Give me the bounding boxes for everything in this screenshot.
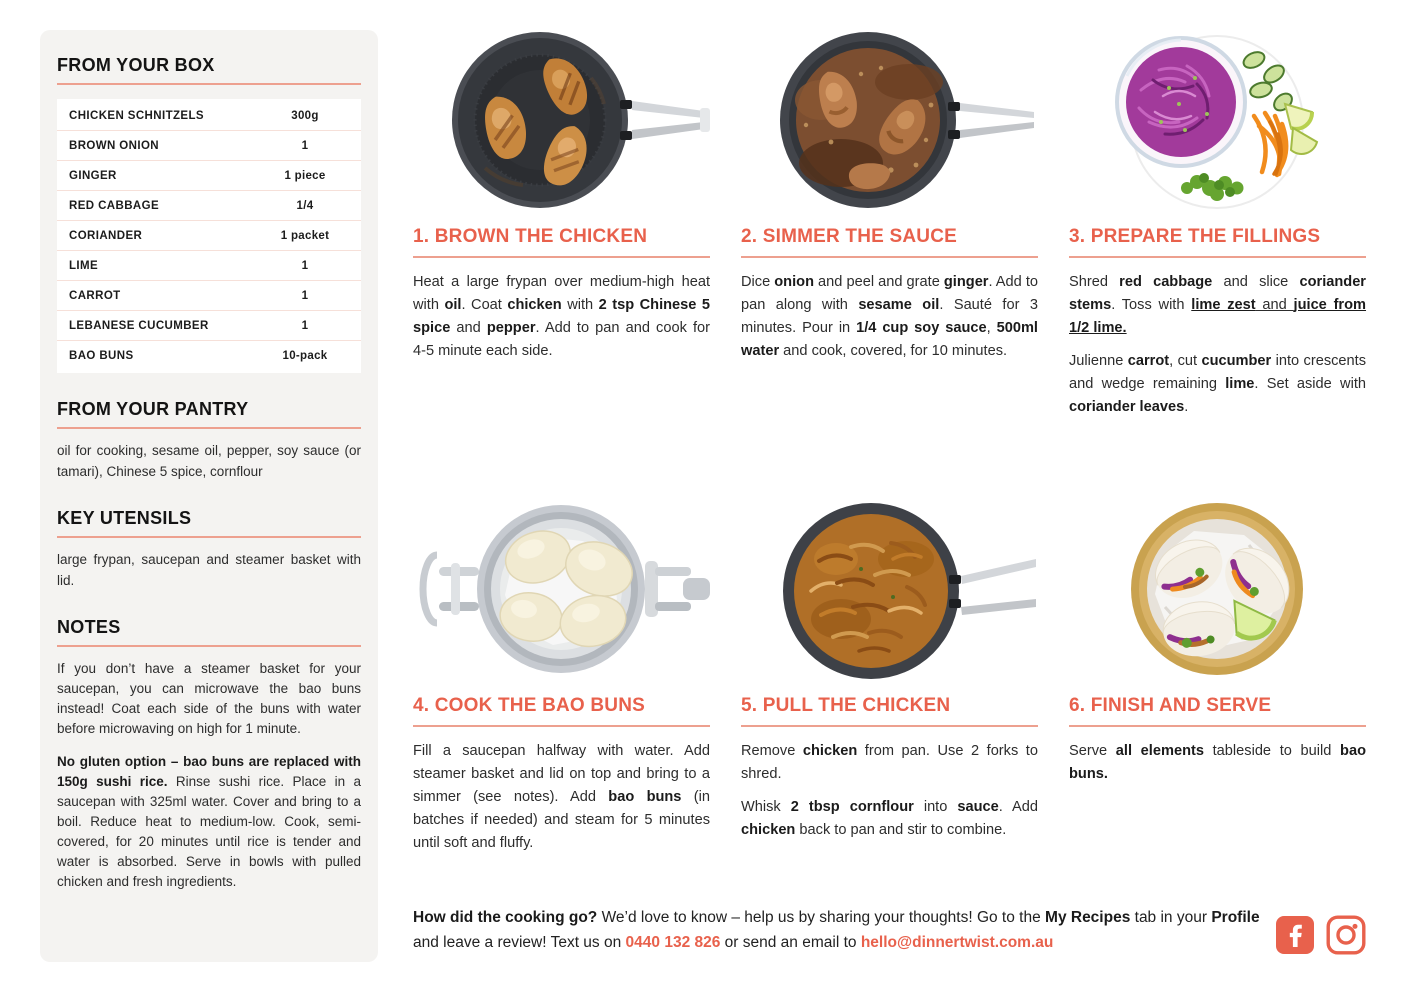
ingredient-row (57, 311, 361, 341)
text-segment: My Recipes (1045, 909, 1131, 926)
text-segment: Whisk (741, 798, 791, 815)
ingredient-row (57, 251, 361, 281)
text-segment: Fill a saucepan halfway with water. Add steamer basket and lid on top and bring to a simmer (see notes). Add (413, 742, 710, 805)
text-segment: oil (444, 296, 462, 313)
text-segment: Remove (741, 742, 803, 759)
ingredient-name: BAO BUNS (69, 350, 134, 362)
paragraph (1069, 271, 1366, 340)
step-4-title: 4. COOK THE BAO BUNS (413, 694, 646, 716)
text-segment: 0440 132 826 (625, 933, 725, 951)
ingredient-qty: 1 (301, 259, 309, 272)
photo-bao-buns-steamer (413, 499, 710, 679)
step-divider (741, 256, 1038, 258)
text-segment: . Set aside with (1254, 375, 1366, 392)
ingredients-table (57, 99, 361, 373)
text-segment: Julienne (1069, 352, 1128, 369)
text-segment: bao buns. (1069, 742, 1366, 782)
text-segment: Profile (1211, 909, 1260, 926)
ingredient-qty: 1 (301, 319, 309, 332)
text-segment: . Add to pan along with (741, 273, 1039, 313)
step-6-title: 6. FINISH AND SERVE (1069, 694, 1272, 716)
text-segment: and (450, 319, 487, 336)
text-segment: cucumber (1201, 352, 1272, 369)
text-segment: 2 tsp Chinese 5 spice (413, 296, 711, 336)
text-segment: ginger (943, 273, 989, 290)
simmering-sauce-illustration (741, 30, 1038, 210)
text-segment: with (561, 296, 599, 313)
ingredient-row (57, 281, 361, 311)
ingredient-qty: 10-pack (282, 350, 328, 362)
ingredient-row (57, 221, 361, 251)
paragraph (413, 271, 710, 363)
steps-grid (413, 30, 1366, 865)
photo-prepared-fillings (1069, 30, 1366, 210)
ingredient-qty: 1 (301, 139, 309, 152)
social-icons (1275, 915, 1366, 955)
step-1-title: 1. BROWN THE CHICKEN (413, 226, 648, 247)
step-3-instructions (1069, 271, 1366, 419)
ingredient-name: GINGER (69, 169, 117, 182)
text-segment: . Add (998, 798, 1039, 815)
text-segment: . (1184, 398, 1189, 415)
step-1-instructions (413, 271, 710, 363)
paragraph (741, 796, 1038, 842)
text-segment: , cut (1169, 352, 1202, 369)
text-segment: (in batches if needed) and steam for 5 minutes until soft and fluffy. (413, 788, 710, 851)
paragraph (57, 659, 361, 739)
utensils-text: large frypan, saucepan and steamer basket with lid. (57, 552, 361, 588)
text-segment: Heat a large frypan over medium-high heat with (413, 273, 710, 313)
text-segment: pepper (486, 319, 536, 336)
text-segment: Serve (1069, 742, 1116, 759)
text-segment: tableside to build (1203, 742, 1341, 759)
ingredient-row (57, 341, 361, 371)
step-3-title: 3. PREPARE THE FILLINGS (1069, 226, 1321, 247)
text-segment: juice from 1/2 lime. (1069, 296, 1367, 336)
text-segment: bao buns (608, 788, 682, 805)
step-divider (413, 725, 710, 727)
step-5-instructions (741, 740, 1038, 842)
text-segment: and slice (1212, 273, 1300, 290)
step-2-title: 2. SIMMER THE SAUCE (741, 226, 957, 247)
footer (413, 906, 1366, 955)
key-utensils-title: KEY UTENSILS (57, 508, 192, 529)
ingredient-row (57, 191, 361, 221)
text-segment: Dice (741, 273, 775, 290)
step-4-instructions (413, 740, 710, 855)
text-segment: lime (1225, 375, 1255, 392)
text-segment: sauce (957, 798, 999, 815)
photo-simmering-sauce (741, 30, 1038, 210)
bao-buns-steamer-illustration (413, 499, 710, 679)
ingredient-row (57, 101, 361, 131)
ingredient-name: BROWN ONION (69, 139, 160, 152)
step-divider (413, 256, 710, 258)
step-5-title: 5. PULL THE CHICKEN (741, 694, 951, 716)
facebook-icon[interactable] (1275, 915, 1315, 955)
step-6-instructions (1069, 740, 1366, 786)
text-segment: into (913, 798, 958, 815)
text-segment: 500ml water (741, 319, 1038, 359)
ingredient-row (57, 131, 361, 161)
section-divider (57, 645, 361, 647)
text-segment: chicken (802, 742, 858, 759)
photo-pulled-chicken (741, 499, 1038, 679)
ingredient-qty: 1 piece (284, 169, 326, 182)
ingredient-row (57, 161, 361, 191)
step-divider (741, 725, 1038, 727)
sidebar (40, 30, 378, 962)
text-segment: onion (774, 273, 814, 290)
from-your-box-section (57, 55, 361, 373)
ingredient-name: RED CABBAGE (69, 199, 160, 212)
paragraph (413, 906, 1271, 955)
text-segment: tab in your (1130, 909, 1212, 926)
step-5 (741, 499, 1038, 865)
paragraph (741, 740, 1038, 786)
ingredient-name: CHICKEN SCHNITZELS (69, 109, 204, 122)
paragraph (741, 271, 1038, 363)
instagram-icon[interactable] (1326, 915, 1366, 955)
text-segment: Shred (1069, 273, 1120, 290)
text-segment: sesame oil (858, 296, 940, 313)
paragraph (413, 740, 710, 855)
from-your-box-title: FROM YOUR BOX (57, 55, 215, 75)
text-segment: and cook, covered, for 10 minutes. (779, 342, 1008, 359)
text-segment: chicken (741, 821, 796, 838)
step-2 (741, 30, 1038, 429)
text-segment: into crescents and wedge remaining (1069, 352, 1366, 392)
ingredient-name: LIME (69, 259, 99, 272)
text-segment: 1/4 cup soy sauce (856, 319, 987, 336)
ingredient-qty: 1/4 (296, 199, 314, 212)
ingredient-qty: 1 (301, 289, 309, 302)
text-segment: . Sauté for 3 minutes. Pour in (741, 296, 1038, 336)
text-segment: lime zest (1191, 296, 1256, 313)
notes-text (57, 659, 361, 892)
browned-chicken-illustration (413, 30, 710, 210)
text-segment: all elements (1115, 742, 1204, 759)
section-divider (57, 83, 361, 85)
text-segment: coriander stems (1069, 273, 1366, 313)
text-segment: back to pan and stir to combine. (795, 821, 1007, 838)
notes-title: NOTES (57, 617, 121, 638)
paragraph (1069, 740, 1366, 786)
text-segment: . Coat (461, 296, 508, 313)
ingredient-name: CORIANDER (69, 229, 143, 242)
notes-section (57, 617, 361, 892)
ingredient-qty: 300g (291, 109, 319, 122)
key-utensils-section (57, 508, 361, 591)
text-segment: chicken (507, 296, 562, 313)
text-segment: 2 tbsp cornflour (790, 798, 914, 815)
text-segment: No gluten option – bao buns are replaced with 150g sushi rice. (57, 753, 361, 789)
text-segment: and leave a review! Text us on (413, 933, 626, 951)
text-segment: Rinse sushi rice. Place in a saucepan with 325ml water. Cover and bring to a boil. Reduce heat to medium-low. Cook, semi-covered, for 20 minutes until rice is tender and water is absorbed. Serve in bowls with pulled chicken and fresh ingredients. (57, 773, 361, 890)
text-segment: , (986, 319, 997, 336)
step-divider (1069, 256, 1366, 258)
text-segment: How did the cooking go? (413, 909, 598, 926)
section-divider (57, 536, 361, 538)
pulled-chicken-illustration (741, 499, 1038, 679)
text-segment: coriander leaves (1069, 398, 1185, 415)
text-segment: or send an email to (724, 933, 861, 951)
step-4 (413, 499, 710, 865)
paragraph (57, 752, 361, 893)
ingredient-name: CARROT (69, 289, 121, 302)
footer-message (413, 906, 1271, 955)
step-1 (413, 30, 710, 429)
paragraph (1069, 350, 1366, 419)
finished-bao-buns-illustration (1069, 499, 1366, 679)
text-segment: . Toss with (1111, 296, 1192, 313)
text-segment: We’d love to know – help us by sharing your thoughts! Go to the (597, 909, 1046, 926)
text-segment: hello@dinnertwist.com.au (860, 933, 1054, 951)
text-segment: . Add to pan and cook for 4-5 minute each side. (413, 319, 710, 359)
section-divider (57, 427, 361, 429)
from-your-pantry-section (57, 399, 361, 482)
photo-browned-chicken (413, 30, 710, 210)
from-your-pantry-title: FROM YOUR PANTRY (57, 399, 249, 419)
ingredient-qty: 1 packet (280, 229, 330, 242)
text-segment: If you don’t have a steamer basket for your saucepan, you can microwave the bao buns instead! Coat each side of the buns with water before microwaving on high for 1 minute. (57, 661, 361, 737)
prepared-fillings-illustration (1069, 30, 1366, 210)
step-3 (1069, 30, 1366, 429)
text-segment: from pan. Use 2 forks to shred. (741, 742, 1038, 782)
pantry-text: oil for cooking, sesame oil, pepper, soy sauce (or tamari), Chinese 5 spice, cornflour (57, 443, 361, 479)
step-divider (1069, 725, 1366, 727)
photo-finished-bao-buns (1069, 499, 1366, 679)
text-segment: red cabbage (1119, 273, 1213, 290)
text-segment: carrot (1127, 352, 1170, 369)
text-segment: and (1255, 296, 1294, 313)
text-segment: and peel and grate (813, 273, 944, 290)
ingredient-name: LEBANESE CUCUMBER (69, 319, 209, 332)
step-6 (1069, 499, 1366, 865)
step-2-instructions (741, 271, 1038, 363)
